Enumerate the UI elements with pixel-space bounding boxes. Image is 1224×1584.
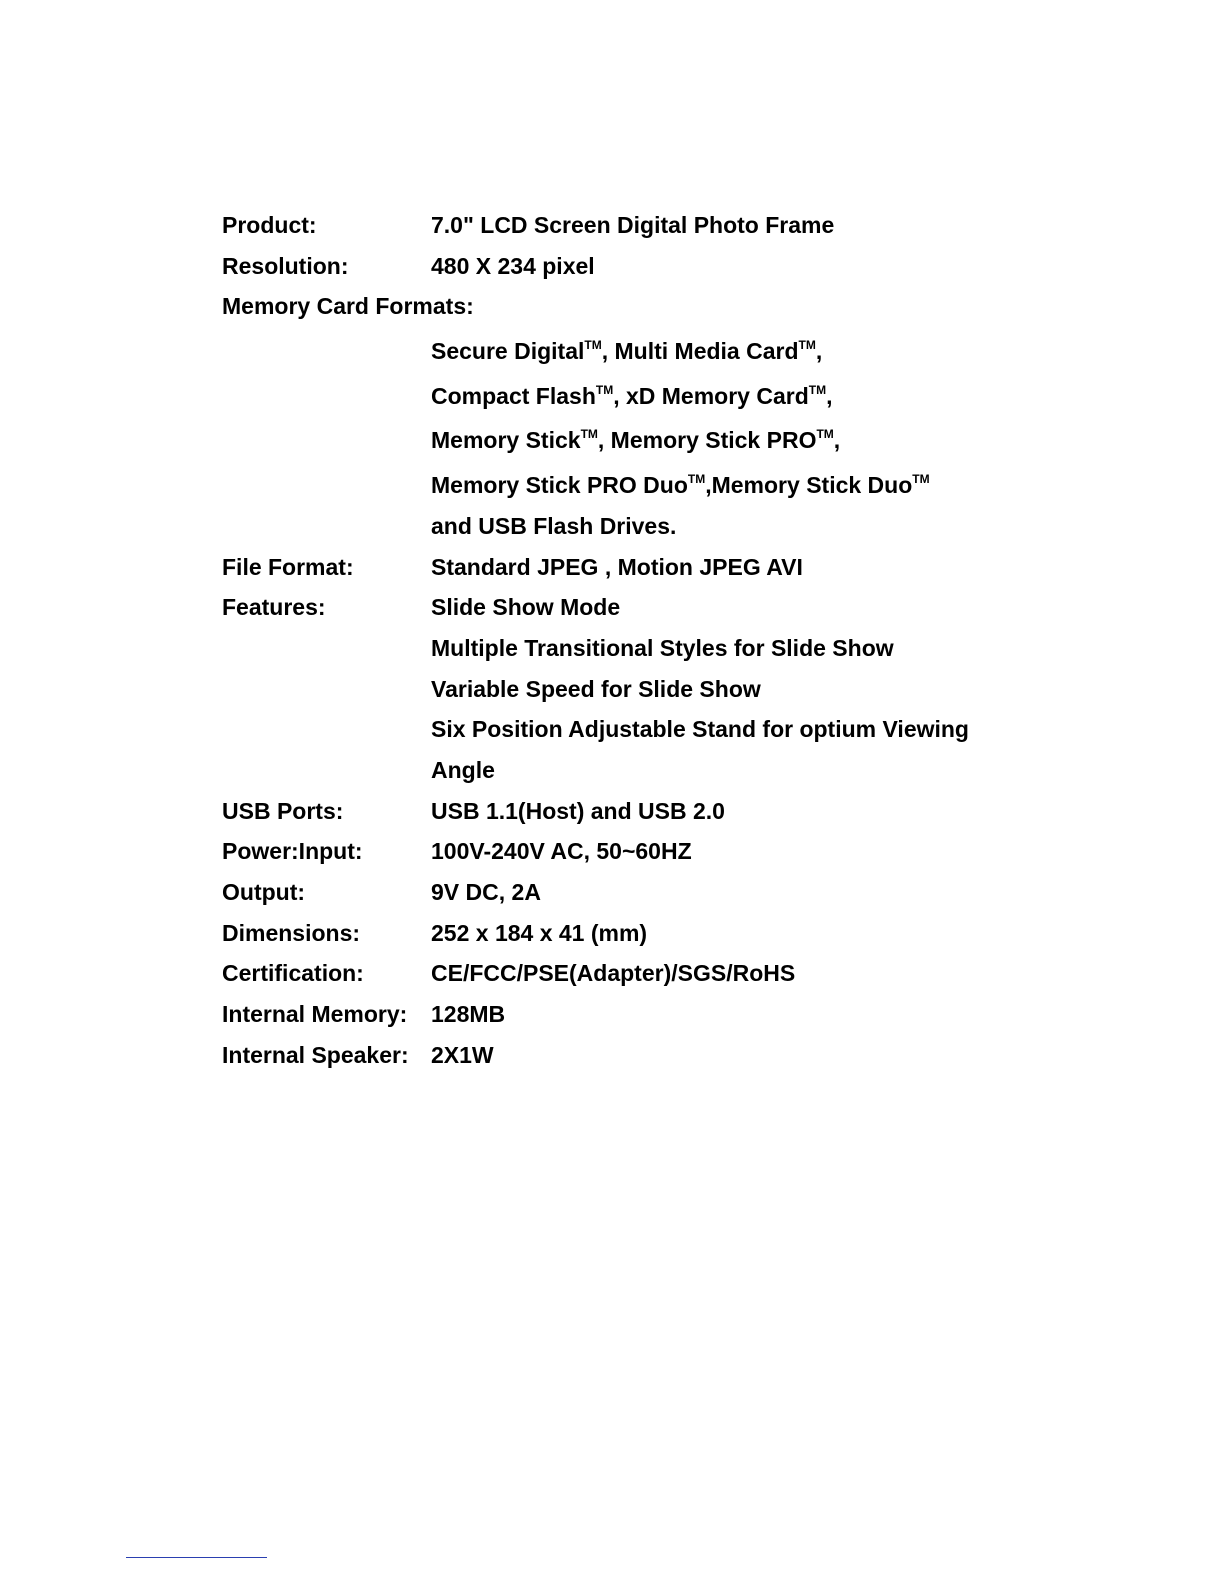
feature-item: Variable Speed for Slide Show: [431, 675, 761, 702]
spec-label: Certification:: [222, 960, 364, 987]
feature-line: [222, 669, 1122, 710]
spec-value: Compact Flash™, xD Memory Card™,: [431, 382, 833, 409]
trademark-mark: TM: [580, 427, 598, 442]
spec-value: and USB Flash Drives.: [431, 512, 677, 539]
spec-label: Product:: [222, 212, 317, 238]
trademark-mark: TM: [816, 427, 834, 442]
trademark-mark: TM: [687, 472, 706, 487]
feature-line: [222, 709, 1122, 750]
card-format-line: [222, 416, 1122, 461]
feature-item: Angle: [431, 756, 495, 783]
spec-row-usb-ports: [222, 791, 1122, 832]
spec-row-dimensions: [222, 913, 1122, 954]
spec-row-memory-card-formats: [222, 286, 1122, 327]
spec-row-product: [222, 205, 1122, 246]
spec-value: 2X1W: [431, 1041, 494, 1068]
footnote-separator: [126, 1557, 267, 1558]
spec-value: 128MB: [431, 1001, 506, 1028]
spec-label: Memory Card Formats:: [222, 293, 474, 320]
spec-label: Features:: [222, 594, 326, 621]
spec-row-output: [222, 872, 1122, 913]
spec-label: File Format:: [222, 553, 354, 580]
feature-item: Multiple Transitional Styles for Slide Show: [431, 634, 894, 661]
spec-list: [222, 205, 1122, 1075]
spec-value: Standard JPEG , Motion JPEG AVI: [431, 553, 803, 580]
spec-label: Dimensions:: [222, 919, 361, 946]
spec-row-file-format: [222, 547, 1122, 588]
trademark-mark: TM: [798, 338, 816, 353]
spec-value: Memory Stick™, Memory Stick PRO™,: [431, 427, 841, 454]
spec-label: Output:: [222, 879, 306, 905]
spec-label: Power:Input:: [222, 838, 363, 865]
spec-value: 480 X 234 pixel: [431, 252, 595, 279]
spec-label: Internal Speaker:: [222, 1041, 409, 1068]
feature-item: Slide Show Mode: [431, 594, 621, 621]
spec-value: 9V DC, 2A: [431, 879, 541, 905]
feature-line: [222, 750, 1122, 791]
spec-value: 252 x 184 x 41 (mm): [431, 919, 648, 946]
spec-label: Internal Memory:: [222, 1001, 408, 1028]
trademark-mark: TM: [584, 338, 602, 353]
spec-row-features: [222, 587, 1122, 628]
spec-value: CE/FCC/PSE(Adapter)/SGS/RoHS: [431, 960, 796, 987]
spec-row-internal-speaker: [222, 1035, 1122, 1076]
spec-row-power-input: [222, 831, 1122, 872]
feature-line: [222, 628, 1122, 669]
feature-item: Six Position Adjustable Stand for optium Viewing: [431, 716, 969, 743]
card-format-line: [222, 327, 1122, 372]
spec-label: USB Ports:: [222, 797, 344, 824]
spec-value: Secure Digital™, Multi Media Card™,: [431, 338, 823, 365]
spec-row-certification: [222, 953, 1122, 994]
card-format-line: [222, 372, 1122, 417]
spec-row-internal-memory: [222, 994, 1122, 1035]
spec-label: Resolution:: [222, 252, 349, 279]
spec-value: Memory Stick PRO Duo™,Memory Stick Duo™: [431, 472, 930, 499]
trademark-mark: TM: [808, 382, 827, 397]
spec-value: 100V-240V AC, 50~60HZ: [431, 838, 692, 865]
card-format-line: [222, 461, 1122, 506]
card-format-line: [222, 506, 1122, 547]
trademark-mark: TM: [912, 472, 930, 487]
spec-row-resolution: [222, 246, 1122, 287]
trademark-mark: TM: [595, 382, 614, 397]
spec-value: USB 1.1(Host) and USB 2.0: [431, 797, 725, 824]
spec-value: 7.0" LCD Screen Digital Photo Frame: [431, 212, 835, 238]
